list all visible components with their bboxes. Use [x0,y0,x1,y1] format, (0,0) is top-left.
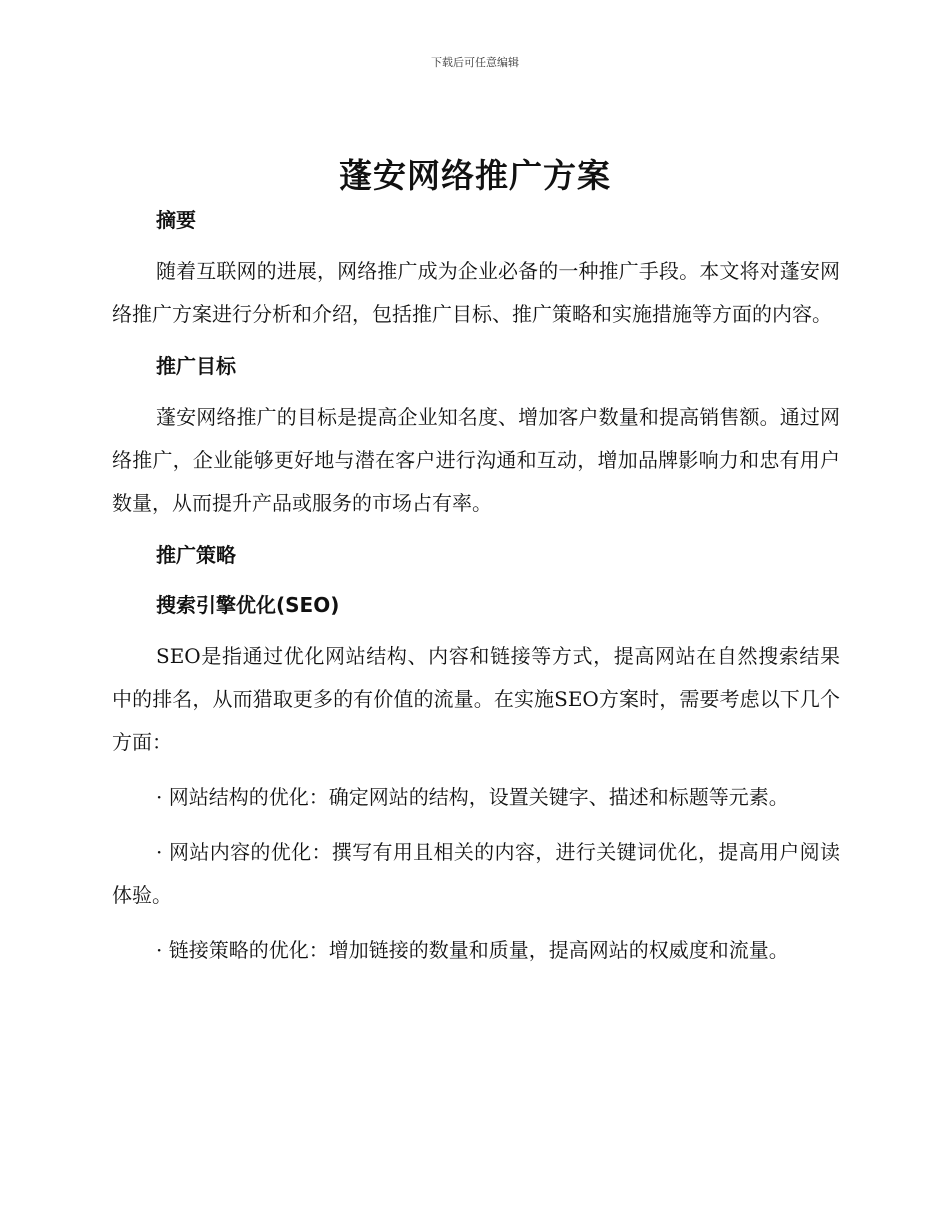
abstract-paragraph: 随着互联网的进展，网络推广成为企业必备的一种推广手段。本文将对蓬安网络推广方案进行分析和介绍，包括推广目标、推广策略和实施措施等方面的内容。 [112,259,840,326]
bullet-link-strategy: · 链接策略的优化：增加链接的数量和质量，提高网站的权威度和流量。 [156,938,789,962]
abstract-heading: 摘要 [156,208,196,232]
document-title: 蓬安网络推广方案 [339,156,611,195]
goal-paragraph: 蓬安网络推广的目标是提高企业知名度、增加客户数量和提高销售额。通过网络推广，企业能够更好地与潜在客户进行沟通和互动，增加品牌影响力和忠有用户数量，从而提升产品或服务的市场占有率。 [112,405,840,515]
goal-heading: 推广目标 [156,354,236,378]
header-note: 下载后可任意编辑 [431,56,519,69]
bullet-site-content: · 网站内容的优化：撰写有用且相关的内容，进行关键词优化，提高用户阅读体验。 [112,840,840,907]
bullet-site-structure: · 网站结构的优化：确定网站的结构，设置关键字、描述和标题等元素。 [156,785,789,809]
seo-heading: 搜索引擎优化(SEO) [156,593,340,617]
document-body [112,202,840,972]
strategy-heading: 推广策略 [156,543,236,567]
seo-paragraph: SEO是指通过优化网站结构、内容和链接等方式，提高网站在自然搜索结果中的排名，从而猎取更多的有价值的流量。在实施SEO方案时，需要考虑以下几个方面： [112,644,840,754]
